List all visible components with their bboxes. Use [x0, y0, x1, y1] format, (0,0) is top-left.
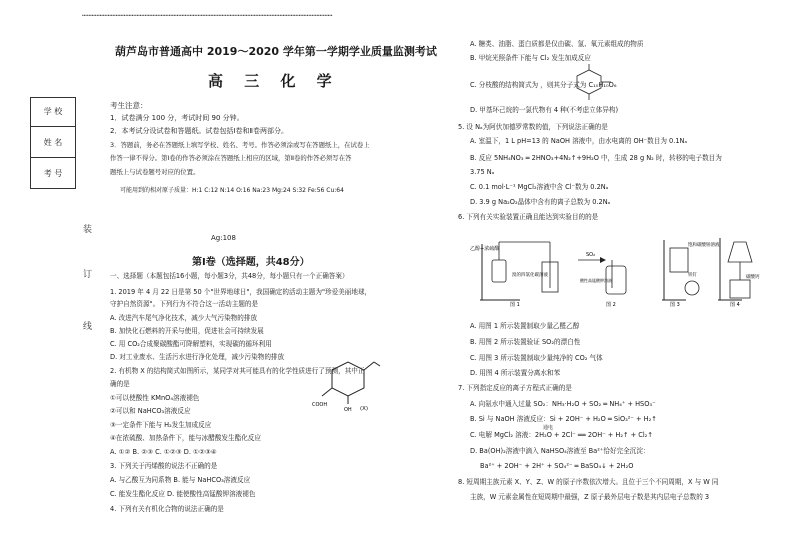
binding-word-xian: 线: [83, 322, 93, 332]
figure3-label-top: 饱和碳酸钠溶液: [688, 243, 720, 248]
name-field[interactable]: 姓 名: [31, 129, 75, 158]
option-line: 3.75 Nₐ: [470, 168, 495, 176]
figure2-solution-label: 酸性高锰酸钾溶液: [580, 278, 612, 283]
figure-2: [578, 232, 648, 308]
exam-title: 葫芦岛市普通高中 2019～2020 学年第一学期学业质量监测考试: [115, 45, 437, 58]
note-item: 3．答题前，务必在答题纸上填写学校、姓名、考号。作答必须涂或写在答题纸上，在试卷上: [110, 141, 370, 149]
figure-3: [652, 232, 720, 308]
figure3-label: 图 3: [670, 302, 680, 308]
subject-title: 高 三 化 学: [208, 72, 340, 90]
note-item: 题纸上与试卷题号对应的位置。: [110, 168, 200, 176]
question-line: 主族，W 元素金属性在短周期中最强，Z 原子最外层电子数是其内层电子总数的 3: [470, 493, 710, 501]
option-line: B. 用图 2 所示装置验证 SO₂的漂白性: [470, 338, 581, 346]
chorismic-acid-structure: [565, 64, 615, 104]
option-line: D. 对工业废水、生活污水进行净化处理，减少污染物的排放: [110, 353, 285, 361]
note-item: 1．试卷满分 100 分，考试时间 90 分钟。: [110, 114, 244, 122]
figure4-solid-label: 碳酸钙: [746, 275, 760, 280]
option-line: B. 加快化石燃料的开采与使用，促进社会可持续发展: [110, 327, 264, 335]
question-line: 7. 下列指定反应的离子方程式正确的是: [458, 384, 572, 392]
binding-word-ding: 订: [83, 270, 93, 280]
option-line: A. 糖类、油脂、蛋白质都是仅由碳、氢、氧元素组成的物质: [470, 40, 644, 48]
note-item: 2．本考试分设试卷和答题纸。试卷包括Ⅰ卷和Ⅱ卷两部分。: [110, 127, 288, 135]
option-line: D. 甲基环己烷的一氯代物有 4 种(不考虑立体异构): [470, 106, 619, 114]
option-line: D. Ba(OH)₂溶液中滴入 NaHSO₄溶液至 Ba²⁺恰好完全沉淀：: [470, 447, 650, 455]
question-line: 2. 有机物 X 的结构简式如图所示，某同学对其可能具有的化学性质进行了预测，其中正: [110, 367, 365, 375]
electrolysis-label: 通电: [543, 425, 554, 431]
option-line: C. 能发生酯化反应 D. 能使酸性高锰酸钾溶液褪色: [110, 490, 256, 498]
option-line: C. 用 CO₂合成聚碳酸酯可降解塑料，实现碳的循环利用: [110, 340, 272, 348]
option-line: A. 与乙酸互为同系物 B. 能与 NaHCO₃溶液反应: [110, 476, 251, 484]
option-line: D. 3.9 g Na₂O₂晶体中含有的离子总数为 0.2Nₐ: [470, 198, 611, 206]
student-info-box: [30, 97, 76, 189]
option-line: D. 用图 4 所示装置分离水和苯: [470, 369, 561, 377]
figure2-label: 图 2: [606, 302, 616, 308]
option-line: C. 用图 3 所示装置制取少量纯净的 CO₂ 气体: [470, 354, 603, 362]
option-line: ①可以使酸性 KMnO₄溶液褪色: [110, 394, 200, 402]
svg-text:COOH: COOH: [312, 402, 328, 408]
atomic-masses: 可能用到的相对原子质量：H:1 C:12 N:14 O:16 Na:23 Mg:24 S:32 Fe:56 Cu:64: [120, 187, 344, 194]
answer-choices: A. ①② B. ②③ C. ①②③ D. ①②③④: [110, 448, 217, 456]
option-line: B. 反应 5NH₄NO₃ ═ 2HNO₃+4N₂↑+9H₂O 中，生成 28 g N₂ 时，转移的电子数目为: [470, 154, 722, 162]
figure1-solution-label: 溴的四氯化碳溶液: [512, 273, 548, 278]
binding-word-zhuang: 装: [83, 225, 93, 235]
option-line: A. 向氨水中通入过量 SO₂：NH₃·H₂O + SO₂ ═ NH₄⁺ + HSO₃⁻: [470, 400, 656, 408]
option-line: C. 电解 MgCl₂ 溶液：2H₂O + 2Cl⁻ ══ 2OH⁻ + H₂↑ + Cl₂↑: [470, 431, 653, 439]
number-field[interactable]: 考 号: [43, 169, 63, 178]
question-line: 1. 2019 年 4 月 22 日是第 50 个"世界地球日"，我国确定的活动主题为"珍爱美丽地球，: [110, 288, 372, 296]
question-line: 8. 短周期主族元素 X、Y、Z、W 的原子序数依次增大。且位于三个不同周期，X 与 W 同: [458, 478, 719, 486]
note-item: 作答一律不得分。第Ⅰ卷的作答必须涂在答题纸上相应的区域，第Ⅱ卷的作答必须写在答: [110, 154, 352, 162]
structure-x-label: (X): [360, 406, 369, 412]
atomic-masses-ag: Ag:108: [211, 234, 236, 242]
question-line: 3. 下列关于丙烯酸的说法不正确的是: [110, 462, 218, 470]
figure3-label-mid: 铁钉: [688, 273, 697, 278]
figure-1: [470, 232, 570, 308]
figure4-label: 图 4: [730, 302, 740, 308]
question-line: 守护自然资源"。下列行为不符合这一活动主题的是: [110, 300, 259, 308]
structure-x-diagram: [312, 348, 382, 418]
part1-intro: 一、选择题（本题包括16小题，每小题3分，共48分，每小题只有一个正确答案）: [110, 272, 349, 280]
option-line: C. 分枝酸的结构简式为 ，则其分子式为 C₁₀H₁₀O₆: [470, 81, 617, 89]
figure2-gas-label: SO₂: [586, 252, 596, 258]
option-line: ④在浓硫酸、加热条件下，能与冰醋酸发生酯化反应: [110, 434, 261, 442]
question-line: 6. 下列有关实验装置正确且能达到实验目的的是: [458, 213, 599, 221]
school-field[interactable]: 学 校: [31, 98, 75, 127]
question-line: 5. 设 Nₐ为阿伏加德罗常数的值，下列说法正确的是: [458, 123, 608, 131]
option-line: A. 改进汽车尾气净化技术，减少大气污染物的排放: [110, 314, 258, 322]
option-line: ②可以和 NaHCO₃溶液反应: [110, 407, 191, 415]
figure1-reagent-label: 乙醇+浓硫酸: [470, 246, 500, 252]
question-line: 确的是: [110, 380, 130, 388]
option-line: Ba²⁺ + 2OH⁻ + 2H⁺ + SO₄²⁻ ═ BaSO₄↓ + 2H₂O: [480, 462, 634, 470]
binding-line: …………………………………………………………………………………………………………………………………………: [82, 9, 333, 18]
option-line: A. 室温下，1 L pH=13 的 NaOH 溶液中，由水电离的 OH⁻数目为 0.1Nₐ: [470, 137, 688, 145]
option-line: C. 0.1 mol·L⁻¹ MgCl₂溶液中含 Cl⁻数为 0.2Nₐ: [470, 183, 609, 191]
figure1-label: 图 1: [510, 302, 520, 308]
option-line: ③一定条件下能与 H₂发生加成反应: [110, 421, 212, 429]
option-line: B. Si 与 NaOH 溶液反应：Si + 2OH⁻ + H₂O ═ SiO₃²⁻ + H₂↑: [470, 415, 657, 423]
figure-4: [712, 232, 772, 308]
option-line: A. 用图 1 所示装置制取少量乙醛乙醇: [470, 322, 580, 330]
part1-title: 第Ⅰ卷（选择题，共48分）: [192, 257, 310, 268]
question-line: 4. 下列有关有机化合物的说法正确的是: [110, 505, 224, 513]
option-line: B. 甲烷光照条件下能与 Cl₂ 发生加成反应: [470, 54, 591, 62]
svg-text:OH: OH: [344, 407, 352, 413]
notes-heading: 考生注意：: [110, 101, 148, 110]
